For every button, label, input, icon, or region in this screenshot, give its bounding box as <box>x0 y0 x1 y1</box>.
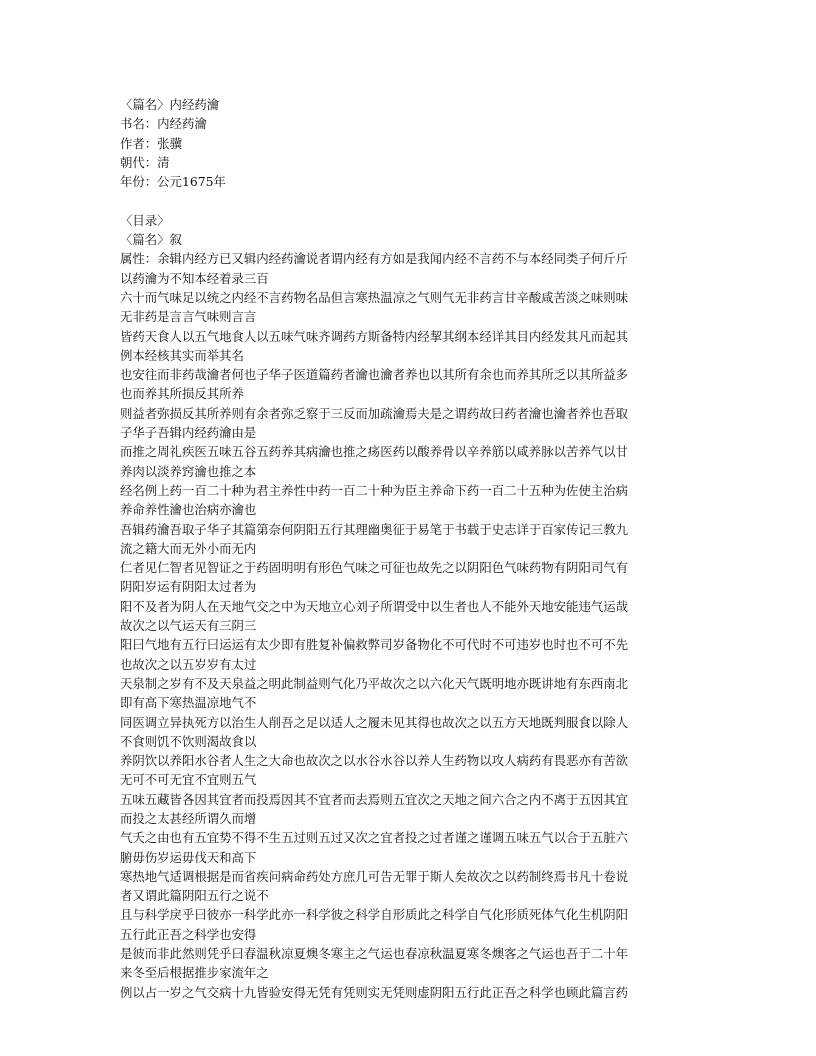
body-line: 是彼而非此然则凭乎曰春温秋凉夏燠冬寒主之气运也春凉秋温夏寒冬燠客之气运也吾于二十年 <box>120 946 629 962</box>
body-line: 而推之周礼疾医五味五谷五药养其病瀹也推之疡医药以酸养骨以辛养筋以咸养脉以苦养气以甘 <box>120 444 629 460</box>
document-page <box>120 95 700 1002</box>
body-line: 不食则饥不饮则渴故食以 <box>120 733 257 749</box>
body-line: 同医调立异执死方以治生人削吾之足以适人之履未见其得也故次之以五方天地既判服食以除人 <box>120 714 629 730</box>
body-line: 也安往而非药哉瀹者何也子华子医道篇药者瀹也瀹者养也以其所有余也而养其所乏以其所益多 <box>120 367 629 383</box>
body-line: 也而养其所损反其所养 <box>120 386 244 402</box>
header-author: 作者：张骥 <box>120 135 182 151</box>
spacer <box>120 191 700 210</box>
body-line: 气夭之由也有五宜势不得不生五过则五过又次之宜者投之过者谨之谨调五味五气以合于五脏六 <box>120 830 629 846</box>
body-line: 属性：余辑内经方已又辑内经药瀹说者谓内经有方如是我闻内经不言药不与本经同类子何斤斤 <box>120 251 629 267</box>
body-line: 例本经核其实而举其名 <box>120 347 244 363</box>
body-line: 养阴饮以养阳水谷者人生之大命也故次之以水谷水谷以养人生药物以攻人病药有畏恶亦有苦欲 <box>120 753 629 769</box>
body-line: 腑毋伤岁运毋伐天和高下 <box>120 849 257 865</box>
body-line: 天泉制之岁有不及天泉益之明此制益则气化乃平故次之以六化天气既明地亦既讲地有东西南北 <box>120 675 629 691</box>
body-line: 无可不可无宜不宜则五气 <box>120 772 257 788</box>
toc-heading: 〈目录〉 <box>120 212 170 228</box>
body-line: 子华子吾辑内经药瀹由是 <box>120 425 257 441</box>
header-pian-ming: 〈篇名〉内经药瀹 <box>120 97 220 112</box>
body-line: 且与科学戾乎曰彼亦一科学此亦一科学彼之科学自形质此之科学自气化形质死体气化生机阴阳 <box>120 907 629 923</box>
body-line: 皆药天食人以五气地食人以五味气味齐调药方斯备特内经挈其纲本经详其目内经发其凡而起其 <box>120 328 629 344</box>
body-line: 也故次之以五岁岁有太过 <box>120 656 257 672</box>
body-line: 阴阳岁运有阴阳太过者为 <box>120 579 257 595</box>
body-line: 阳不及者为阴人在天地气交之中为天地立心刘子所谓受中以生者也人不能外天地安能违气运哉 <box>120 598 629 614</box>
body-line: 养肉以淡养窍瀹也推之本 <box>120 463 257 479</box>
body-line: 以药瀹为不知本经着录三百 <box>120 270 269 286</box>
body-line: 而投之太甚经所谓久而增 <box>120 810 257 826</box>
body-line: 仁者见仁智者见智证之于药固明明有形色气味之可征也故先之以阴阳色气味药物有阴阳司气有 <box>120 560 629 576</box>
body-line: 即有高下寒热温凉地气不 <box>120 695 257 711</box>
body-line: 六十而气味足以统之内经不言药物名品但言寒热温凉之气则气无非药言甘辛酸咸苦淡之味则味 <box>120 289 629 305</box>
body-line: 故次之以气运天有三阴三 <box>120 618 257 634</box>
body-line: 五味五藏皆各因其宜者而投焉因其不宜者而去焉则五宜次之天地之间六合之内不离于五因其宜 <box>120 791 629 807</box>
header-year: 年份：公元1675年 <box>120 174 226 190</box>
body-line: 来冬至后根据推步家流年之 <box>120 965 269 981</box>
body-line: 养命养性瀹也治病亦瀹也 <box>120 502 257 518</box>
body-line: 吾辑药瀹吾取子华子其篇第奈何阴阳五行其理幽奥征于易笔于书载于史志详于百家传记三教九 <box>120 521 629 537</box>
header-book-name: 书名：内经药瀹 <box>120 116 207 132</box>
body-line: 无非药是言言气味则言言 <box>120 309 257 325</box>
body-line: 寒热地气适调根据是而省疾问病命药处方庶几可告无罪于斯人矣故次之以药制终焉书凡十卷说 <box>120 868 629 884</box>
body-line: 者又谓此篇阴阳五行之说不 <box>120 888 269 904</box>
header-dynasty: 朝代：清 <box>120 154 170 170</box>
body-line: 五行此正吾之科学也安得 <box>120 926 257 942</box>
body-line: 流之籍大而无外小而无内 <box>120 540 257 556</box>
body-line: 阳曰气地有五行曰运运有太少即有胜复补偏救弊司岁备物化不可代时不可违岁也时也不可不先 <box>120 637 629 653</box>
body-line: 经名例上药一百二十种为君主养性中药一百二十种为臣主养命下药一百二十五种为佐使主治病 <box>120 482 629 498</box>
body-line: 则益者弥损反其所养则有余者弥乏察于三反而加疏瀹焉夫是之谓药故曰药者瀹也瀹者养也吾取 <box>120 405 629 421</box>
toc-chapter-name: 〈篇名〉叙 <box>120 232 182 248</box>
body-line: 例以占一岁之气交病十九皆验安得无凭有凭则实无凭则虚阴阳五行此正吾之科学也顾此篇言药 <box>120 984 629 1000</box>
body-text <box>120 249 700 1002</box>
